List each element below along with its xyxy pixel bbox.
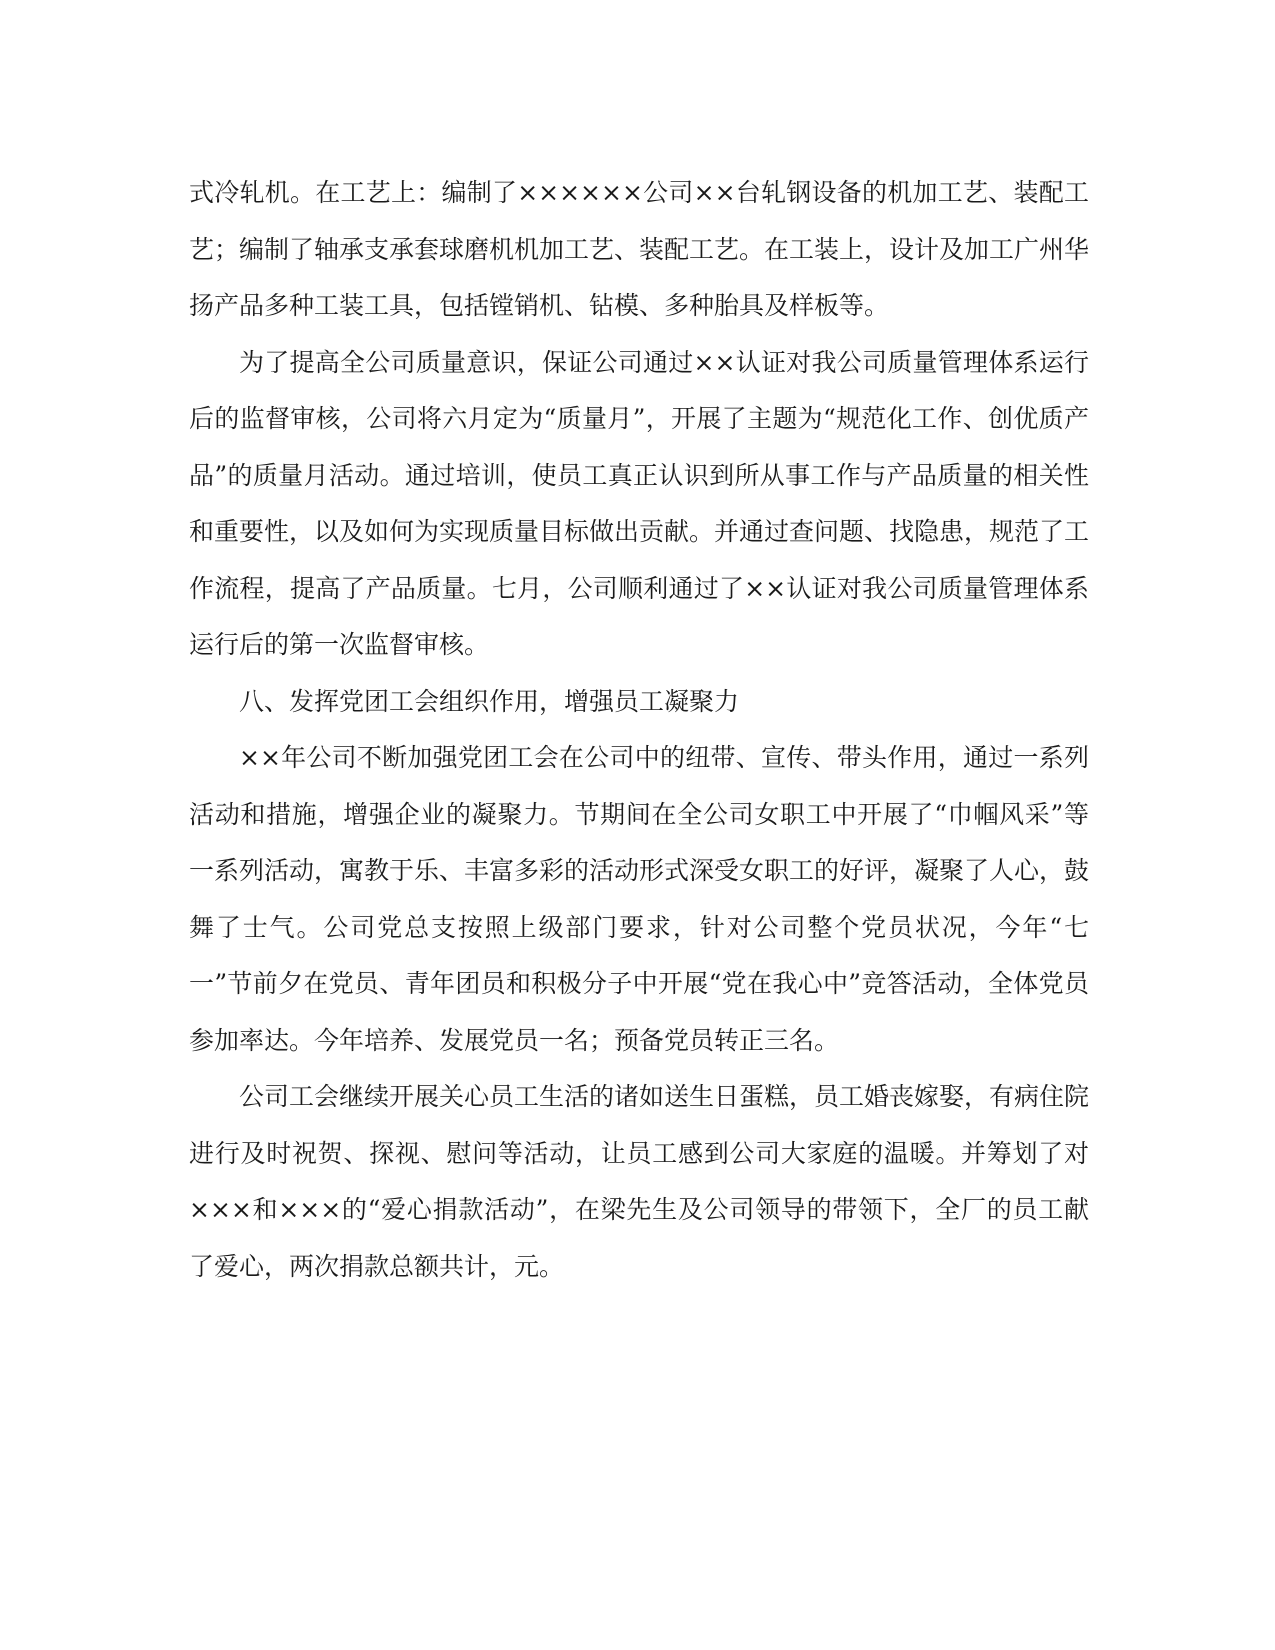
paragraph-3: ××年公司不断加强党团工会在公司中的纽带、宣传、带头作用，通过一系列活动和措施，增强企业的凝聚力。节期间在全公司女职工中开展了“巾帼风采”等一系列活动，寓教于乐、丰富多彩的活动形式深受女职工的好评，凝聚了人心，鼓舞了士气。公司党总支按照上级部门要求，针对公司整个党员状况，今年“七一”节前夕在党员、青年团员和积极分子中开展“党在我心中”竞答活动，全体党员参加率达。今年培养、发展党员一名；预备党员转正三名。 xyxy=(189,743,1090,1055)
paragraph-4: 公司工会继续开展关心员工生活的诸如送生日蛋糕，员工婚丧嫁娶，有病住院进行及时祝贺、探视、慰问等活动，让员工感到公司大家庭的温暖。并筹划了对×××和×××的“爱心捐款活动”，在梁先生及公司领导的带领下，全厂的员工献了爱心，两次捐款总额共计，元。 xyxy=(189,1082,1090,1281)
document-body xyxy=(189,165,1089,1295)
section-heading-8: 八、发挥党团工会组织作用，增强员工凝聚力 xyxy=(239,686,740,716)
paragraph-2: 为了提高全公司质量意识，保证公司通过××认证对我公司质量管理体系运行后的监督审核，公司将六月定为“质量月”，开展了主题为“规范化工作、创优质产品”的质量月活动。通过培训，使员工真正认识到所从事工作与产品质量的相关性和重要性，以及如何为实现质量目标做出贡献。并通过查问题、找隐患，规范了工作流程，提高了产品质量。七月，公司顺利通过了××认证对我公司质量管理体系运行后的第一次监督审核。 xyxy=(189,347,1090,659)
paragraph-1: 式冷轧机。在工艺上：编制了××××××公司××台轧钢设备的机加工艺、装配工艺；编制了轴承支承套球磨机机加工艺、装配工艺。在工装上，设计及加工广州华扬产品多种工装工具，包括镗销机、钻模、多种胎具及样板等。 xyxy=(189,178,1090,320)
